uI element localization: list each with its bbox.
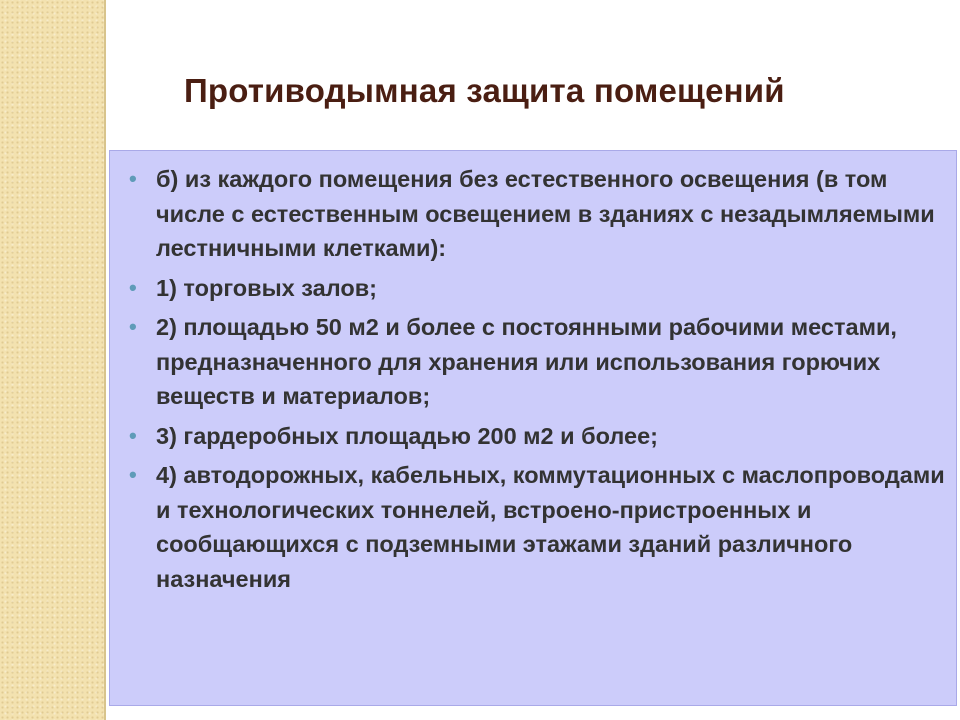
list-item xyxy=(129,271,956,306)
list-item-text: 2) площадью 50 м2 и более с постоянными рабочими местами, предназначенного для хранения или использования горючих веществ и материалов; xyxy=(156,314,897,409)
decorative-sidebar-strip xyxy=(0,0,106,720)
list-item xyxy=(129,419,956,454)
bullet-list xyxy=(129,162,956,601)
list-item xyxy=(129,162,956,266)
bullet-icon: • xyxy=(129,422,137,448)
list-item-text: 1) торговых залов; xyxy=(156,274,377,301)
bullet-icon: • xyxy=(129,166,137,191)
list-item-text: 3) гардеробных площадью 200 м2 и более; xyxy=(156,422,659,449)
slide-title: Противодымная защита помещений xyxy=(184,72,785,109)
content-panel xyxy=(109,150,957,706)
list-item-text: 4) автодорожных, кабельных, коммутационных с маслопроводами и технологических тоннелей, встроено-пристроенных и сообщающихся с подземными этажами зданий различного назначения xyxy=(156,462,945,592)
bullet-icon: • xyxy=(129,462,137,487)
bullet-icon: • xyxy=(129,314,137,339)
list-item xyxy=(129,310,956,414)
list-item-text: б) из каждого помещения без естественного освещения (в том числе с естественным освещением в зданиях с незадымляемыми лестничными клетками): xyxy=(156,166,935,261)
bullet-icon: • xyxy=(129,274,137,300)
list-item xyxy=(129,458,956,596)
